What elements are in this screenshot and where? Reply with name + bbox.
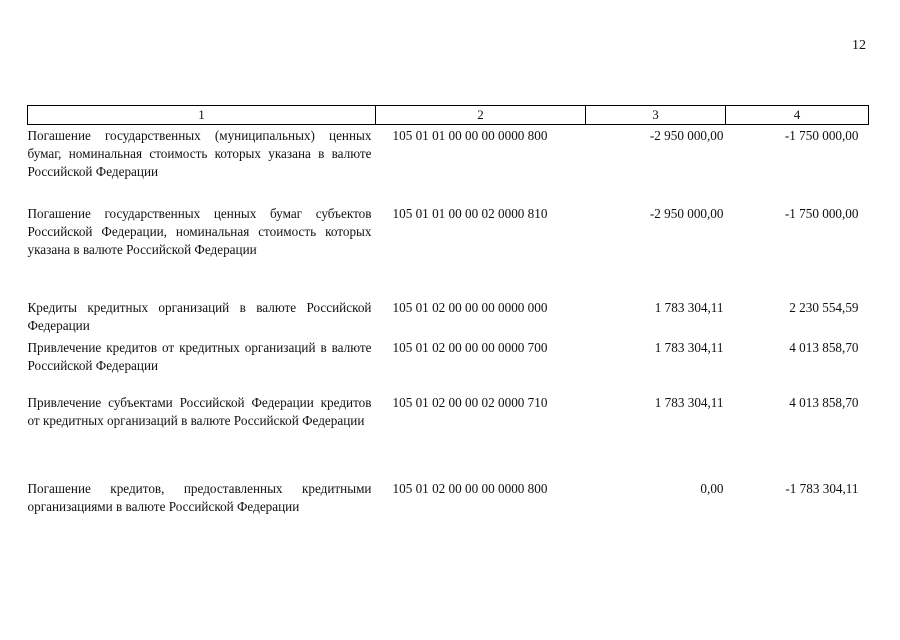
- table-row: [28, 394, 869, 480]
- table-row: [28, 480, 869, 520]
- row-value-col3: -2 950 000,00: [649, 206, 724, 221]
- row-name: Кредиты кредитных организаций в валюте Российской Федерации: [27, 300, 372, 333]
- row-value-col4: -1 783 304,11: [785, 481, 859, 496]
- page-number: 12: [852, 38, 866, 53]
- row-code: 105 01 01 00 00 00 0000 800: [392, 128, 548, 143]
- table-row: [28, 339, 869, 394]
- row-name: Привлечение субъектами Российской Федерации кредитов от кредитных организаций в валюте Российской Федерации: [27, 395, 372, 428]
- table-row: [28, 125, 869, 206]
- row-code: 105 01 02 00 00 00 0000 700: [392, 340, 548, 355]
- row-value-col3: 1 783 304,11: [654, 395, 724, 410]
- column-header-4: 4: [726, 106, 869, 125]
- row-value-col4: 2 230 554,59: [789, 300, 859, 315]
- row-value-col4: -1 750 000,00: [784, 206, 859, 221]
- row-code: 105 01 02 00 00 00 0000 000: [392, 300, 548, 315]
- row-value-col3: 1 783 304,11: [654, 300, 724, 315]
- row-code: 105 01 01 00 00 02 0000 810: [392, 206, 548, 221]
- row-value-col3: 0,00: [700, 481, 724, 496]
- budget-table: [27, 105, 869, 520]
- row-name: Привлечение кредитов от кредитных организаций в валюте Российской Федерации: [27, 340, 372, 373]
- table-row: [28, 299, 869, 339]
- row-name: Погашение государственных ценных бумаг субъектов Российской Федерации, номинальная стоимость которых указана в валюте Российской Федерации: [27, 206, 372, 257]
- table-row: [28, 205, 869, 299]
- row-value-col4: 4 013 858,70: [789, 340, 859, 355]
- row-name: Погашение государственных (муниципальных) ценных бумаг, номинальная стоимость которых указана в валюте Российской Федерации: [27, 128, 372, 179]
- header-row: [28, 106, 869, 125]
- row-value-col3: 1 783 304,11: [654, 340, 724, 355]
- column-header-2: 2: [376, 106, 586, 125]
- row-code: 105 01 02 00 00 02 0000 710: [392, 395, 548, 410]
- row-value-col4: 4 013 858,70: [789, 395, 859, 410]
- row-value-col4: -1 750 000,00: [784, 128, 859, 143]
- row-name: Погашение кредитов, предоставленных кредитными организациями в валюте Российской Федерации: [27, 481, 372, 514]
- column-header-1: 1: [28, 106, 376, 125]
- row-code: 105 01 02 00 00 00 0000 800: [392, 481, 548, 496]
- column-header-3: 3: [586, 106, 726, 125]
- row-value-col3: -2 950 000,00: [649, 128, 724, 143]
